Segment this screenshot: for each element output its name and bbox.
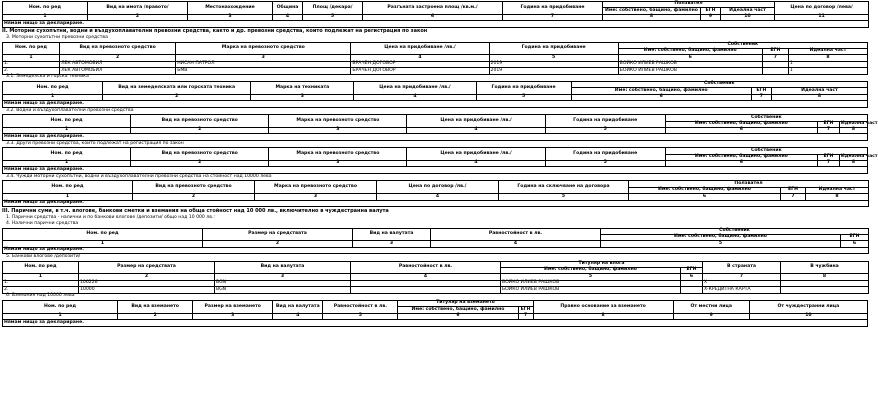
col-vehicle-brand: Марка на превозното средство	[255, 181, 377, 194]
num-cell: 8	[839, 127, 867, 133]
col-contract-year: Година на сключване на договора	[499, 181, 629, 194]
col-egn: ЕГН	[817, 154, 839, 160]
col-year: Година на придобиване	[545, 115, 665, 128]
col-year: Година на придобиване	[503, 2, 603, 15]
empty-note: Нямам нищо за деклариране.	[3, 247, 869, 254]
other-vehicles-table	[2, 147, 878, 174]
owner-name: БОЙКО ИЛИЕВ РАШКОВ	[501, 287, 681, 293]
num-cell: 3	[251, 94, 354, 100]
num-cell: 5	[489, 55, 618, 61]
vehicle-brand: НИСАН ПАТРОЛ	[176, 61, 351, 67]
col-egn: ЕГН	[781, 187, 806, 193]
subsection-title: 4. Налични парични средства	[6, 220, 79, 226]
col-owner-name: Име: собствено, бащино, фамилно	[665, 121, 817, 127]
col-local: От местни лица	[673, 301, 749, 314]
num-cell: 7	[703, 274, 781, 280]
claims-table	[2, 300, 868, 327]
num-cell: 4	[407, 127, 545, 133]
deposit-currency: BGN	[215, 280, 351, 286]
col-egn: ЕГН	[518, 307, 533, 313]
owner-name: БОЙКО ИЛИЕВ РАШКОВ	[618, 68, 762, 74]
num-cell: 6	[629, 194, 781, 200]
col-price: Цена по договор /лева/	[775, 2, 869, 15]
num-cell: 6	[618, 55, 762, 61]
subsection-title: 3.3. Други превозни средства, които подлежат на регистрация по закон	[6, 140, 184, 146]
col-bgn-value: Равностойност в лв.	[323, 301, 398, 314]
num-cell: 8	[771, 94, 867, 100]
col-number: Ном. по ред	[3, 82, 103, 95]
col-vehicle-type: Вид на превозното средство	[131, 148, 269, 161]
num-cell: 3	[188, 14, 273, 20]
num-cell: 3	[176, 55, 351, 61]
owner-group-header: Титуляр на влога	[501, 261, 703, 267]
col-number: Ном. по ред	[3, 2, 88, 15]
num-cell: 2	[60, 55, 176, 61]
owner-group-header: Собственик	[618, 42, 867, 48]
col-vehicle-brand: Марка на превозното средство	[269, 115, 407, 128]
section-title: II. Моторни сухопътни, водни и въздухоплавателни превозни средства, както и др. превозни средства, които подлежат на регистрация по закон	[2, 28, 428, 35]
num-cell: 7	[751, 94, 771, 100]
num-cell: 8	[788, 55, 867, 61]
num-cell: 7	[518, 313, 533, 319]
num-cell: 3	[353, 241, 431, 247]
deposit-bgn-value	[351, 287, 501, 293]
col-egn: ЕГН	[701, 8, 721, 14]
col-vehicle-brand: Марка на техниката	[251, 82, 354, 95]
col-egn: ЕГН	[817, 121, 839, 127]
num-cell: 8	[603, 14, 701, 20]
num-cell: 4	[377, 194, 499, 200]
num-cell: 2	[103, 94, 251, 100]
num-cell: 8	[806, 194, 869, 200]
water-air-table	[2, 114, 878, 141]
num-cell: 6	[681, 274, 703, 280]
col-bgn-value: Равностойност в лв.	[431, 228, 601, 241]
num-cell: 5	[545, 127, 665, 133]
row-number: 1.	[3, 280, 79, 286]
num-cell: 10	[749, 313, 867, 319]
num-cell: 2	[131, 127, 269, 133]
num-cell: 5	[601, 241, 841, 247]
col-share: Идеална част	[788, 49, 867, 55]
col-share: Идеална част	[771, 88, 867, 94]
vehicle-type: ЛЕК АВТОМОБИЛ	[60, 61, 176, 67]
col-legal-basis: Правно основание за вземането	[533, 301, 673, 314]
owner-group-header: Ползвател	[629, 181, 869, 187]
table-row	[3, 287, 869, 293]
table-row	[3, 68, 868, 74]
num-cell: 4	[273, 14, 303, 20]
num-cell: 1	[3, 94, 103, 100]
empty-note: Нямам нищо за деклариране.	[3, 134, 868, 141]
num-cell: 4	[351, 55, 489, 61]
col-number: Ном. по ред	[3, 261, 79, 274]
deposit-abroad	[781, 287, 869, 293]
land-table	[2, 1, 869, 28]
num-cell: 8	[839, 161, 867, 167]
empty-note: Нямам нищо за деклариране.	[3, 101, 868, 108]
subsection-title: 3.2. Водни и въздухоплавателни превозни средства	[6, 107, 134, 113]
num-cell: 3	[255, 194, 377, 200]
col-share: Идеална част	[840, 120, 878, 126]
num-cell: 10	[721, 14, 775, 20]
subsection-title: 6. Вземания над 10000 лева	[6, 293, 75, 299]
foreign-vehicles-table	[2, 180, 869, 207]
owner-group-header: Ползвател	[603, 2, 775, 8]
num-cell: 1	[3, 241, 203, 247]
vehicles-table	[2, 42, 868, 75]
num-cell: 1	[3, 274, 79, 280]
col-domestic: В страната	[703, 261, 781, 274]
num-cell: 4	[273, 313, 323, 319]
num-cell: 4	[354, 94, 476, 100]
vehicle-year: 2019	[489, 61, 618, 67]
empty-note: Нямам нищо за деклариране.	[3, 200, 869, 207]
col-number: Ном. по ред	[3, 42, 60, 55]
col-municipality: Община	[273, 2, 303, 15]
num-cell: 2	[131, 161, 269, 167]
deposit-currency: BGN	[215, 287, 351, 293]
col-foreign: От чуждестранни лица	[749, 301, 867, 314]
num-cell: 1	[3, 161, 131, 167]
deposit-domestic: X-КРЕДИТНА КАРТА	[703, 287, 781, 293]
num-cell: 5	[476, 94, 571, 100]
vehicle-year: 2019	[489, 68, 618, 74]
num-cell: 2	[118, 313, 193, 319]
col-price: Цена на придобиване /лв./	[407, 148, 545, 161]
col-number: Ном. по ред	[3, 228, 203, 241]
col-year: Година на придобиване	[489, 42, 618, 55]
col-claim-amount: Размер на вземането	[193, 301, 273, 314]
owner-name: БОЙКО ИЛИЕВ РАШКОВ	[618, 61, 762, 67]
col-built-area: Разгъната застроена площ /кв.м./	[363, 2, 503, 15]
col-vehicle-type: Вид на превозното средство	[131, 115, 269, 128]
col-vehicle-type: Вид на земеделската или горската техника	[103, 82, 251, 95]
col-egn: ЕГН	[681, 268, 703, 274]
num-cell: 6	[398, 313, 518, 319]
num-cell: 4	[407, 161, 545, 167]
num-cell: 4	[431, 241, 601, 247]
col-vehicle-brand: Марка на превозното средство	[269, 148, 407, 161]
num-cell: 11	[775, 14, 869, 20]
empty-note: Нямам нищо за деклариране.	[3, 167, 868, 174]
col-owner-name: Име: собствено, бащино, фамилно	[571, 88, 751, 94]
num-cell: 9	[673, 313, 749, 319]
num-cell: 7	[503, 14, 603, 20]
row-number: 2.	[3, 287, 79, 293]
col-price: Цена на придобиване /лв./	[351, 42, 489, 55]
num-cell: 6	[841, 241, 869, 247]
num-cell: 1	[3, 55, 60, 61]
agri-table	[2, 81, 868, 108]
owner-egn	[762, 68, 788, 74]
col-vehicle-type: Вид на превозното средство	[133, 181, 255, 194]
num-cell: 1	[3, 313, 118, 319]
col-egn: ЕГН	[762, 49, 788, 55]
num-cell: 3	[215, 274, 351, 280]
section-title: III. Парични суми, в т.ч. влогове, банкови сметки и вземания на обща стойност над 10 000 лв., включително в чуждестранна валута	[2, 207, 389, 214]
col-amount: Размер на средствата	[79, 261, 215, 274]
deposits-table	[2, 261, 869, 294]
num-cell: 2	[133, 194, 255, 200]
owner-group-header: Собственик	[665, 148, 867, 154]
owner-share: 1	[788, 61, 867, 67]
cash-table	[2, 228, 869, 255]
num-cell: 6	[571, 94, 751, 100]
vehicle-price: БРАЧЕН ДОГОВОР	[351, 68, 489, 74]
deposit-amount: 10000	[79, 287, 215, 293]
num-cell: 7	[781, 194, 806, 200]
num-cell: 5	[323, 313, 398, 319]
num-cell: 5	[499, 194, 629, 200]
col-owner-name: Име: собствено, бащино, фамилно	[601, 234, 841, 240]
col-abroad: В чужбина	[781, 261, 869, 274]
col-vehicle-brand: Марка на превозното средство	[176, 42, 351, 55]
subsection-title: 1. Парични средства - налични и по банкови влогове /депозити/ общо над 10 000 лв.:	[6, 214, 215, 220]
num-cell: 5	[501, 274, 681, 280]
num-cell: 6	[665, 127, 817, 133]
col-location: Местонахождение	[188, 2, 273, 15]
col-number: Ном. по ред	[3, 181, 133, 194]
owner-egn	[681, 287, 703, 293]
num-cell: 5	[303, 14, 363, 20]
num-cell: 5	[545, 161, 665, 167]
row-number: 1.	[3, 61, 60, 67]
col-bgn-value: Равностойност в лв.	[351, 261, 501, 274]
subsection-title: 3.1. Земеделска и горска техника	[6, 74, 89, 80]
col-number: Ном. по ред	[3, 148, 131, 161]
col-price: Цена на придобиване /лв./	[354, 82, 476, 95]
col-currency: Вид на валутата	[215, 261, 351, 274]
num-cell: 6	[665, 161, 817, 167]
deposit-domestic: X	[703, 280, 781, 286]
col-amount: Размер на средствата	[203, 228, 353, 241]
col-egn: ЕГН	[841, 234, 869, 240]
num-cell: 8	[533, 313, 673, 319]
col-number: Ном. по ред	[3, 115, 131, 128]
vehicle-type: ЛЕК АВТОМОБИЛ	[60, 68, 176, 74]
num-cell: 7	[762, 55, 788, 61]
owner-share: 1	[788, 68, 867, 74]
num-cell: 7	[817, 161, 839, 167]
subsection-title: 3.4. Чужди моторни сухопътни, водни и въздухоплавателни превозни средства на стойност над 10000 лева	[6, 173, 272, 179]
col-currency: Вид на валутата	[273, 301, 323, 314]
col-claim-type: Вид на вземането	[118, 301, 193, 314]
col-area: Площ /декара/	[303, 2, 363, 15]
num-cell: 1	[3, 127, 131, 133]
num-cell: 7	[817, 127, 839, 133]
num-cell: 4	[351, 274, 501, 280]
num-cell: 6	[363, 14, 503, 20]
vehicle-price: БРАЧЕН ДОГОВОР	[351, 61, 489, 67]
col-owner-name: Име: собствено, бащино, фамилно	[618, 49, 762, 55]
empty-note: Нямам нищо за деклариране.	[3, 320, 868, 327]
subsection-title: 5. Банкови влогове /депозити/	[6, 254, 81, 260]
col-number: Ном. по ред	[3, 301, 118, 314]
num-cell: 2	[79, 274, 215, 280]
col-share: Идеална част	[840, 154, 878, 160]
empty-note: Нямам нищо за деклариране.	[3, 21, 869, 28]
owner-group-header: Собственик	[601, 228, 869, 234]
num-cell: 3	[269, 127, 407, 133]
num-cell: 8	[781, 274, 869, 280]
col-property-type: Вид на имота /правото/	[88, 2, 188, 15]
num-cell: 3	[193, 313, 273, 319]
subsection-title: 3. Моторни сухопътни превозни средства	[6, 35, 108, 41]
owner-name: БОЙКО ИЛИЕВ РАШКОВ	[501, 280, 681, 286]
num-cell: 2	[88, 14, 188, 20]
col-vehicle-type: Вид на превозното средство	[60, 42, 176, 55]
col-owner-name: Име: собствено, бащино, фамилно	[665, 154, 817, 160]
num-cell: 3	[269, 161, 407, 167]
num-cell: 1	[3, 14, 88, 20]
col-owner-name: Име: собствено, бащино, фамилно	[603, 8, 701, 14]
row-number: 2.	[3, 68, 60, 74]
col-year: Година на придобиване	[545, 148, 665, 161]
num-cell: 9	[701, 14, 721, 20]
col-contract-price: Цена по договор /лв./	[377, 181, 499, 194]
num-cell: 2	[203, 241, 353, 247]
num-cell: 1	[3, 194, 133, 200]
col-share: Идеална част	[806, 187, 869, 193]
col-owner-name: Име: собствено, бащино, фамилно	[629, 187, 781, 193]
col-owner-name: Име: собствено, бащино, фамилно	[398, 307, 518, 313]
col-egn: ЕГН	[751, 88, 771, 94]
deposit-amount: 106226	[79, 280, 215, 286]
owner-group-header: Титуляр на вземането	[398, 301, 533, 307]
col-year: Година на придобиване	[476, 82, 571, 95]
owner-group-header: Собственик	[665, 115, 867, 121]
col-price: Цена на придобиване /лв./	[407, 115, 545, 128]
col-owner-name: Име: собствено, бащино, фамилно	[501, 268, 681, 274]
vehicle-brand: БМВ	[176, 68, 351, 74]
owner-group-header: Собственик	[571, 82, 867, 88]
col-currency: Вид на валутата	[353, 228, 431, 241]
col-share: Идеална част	[721, 8, 775, 14]
